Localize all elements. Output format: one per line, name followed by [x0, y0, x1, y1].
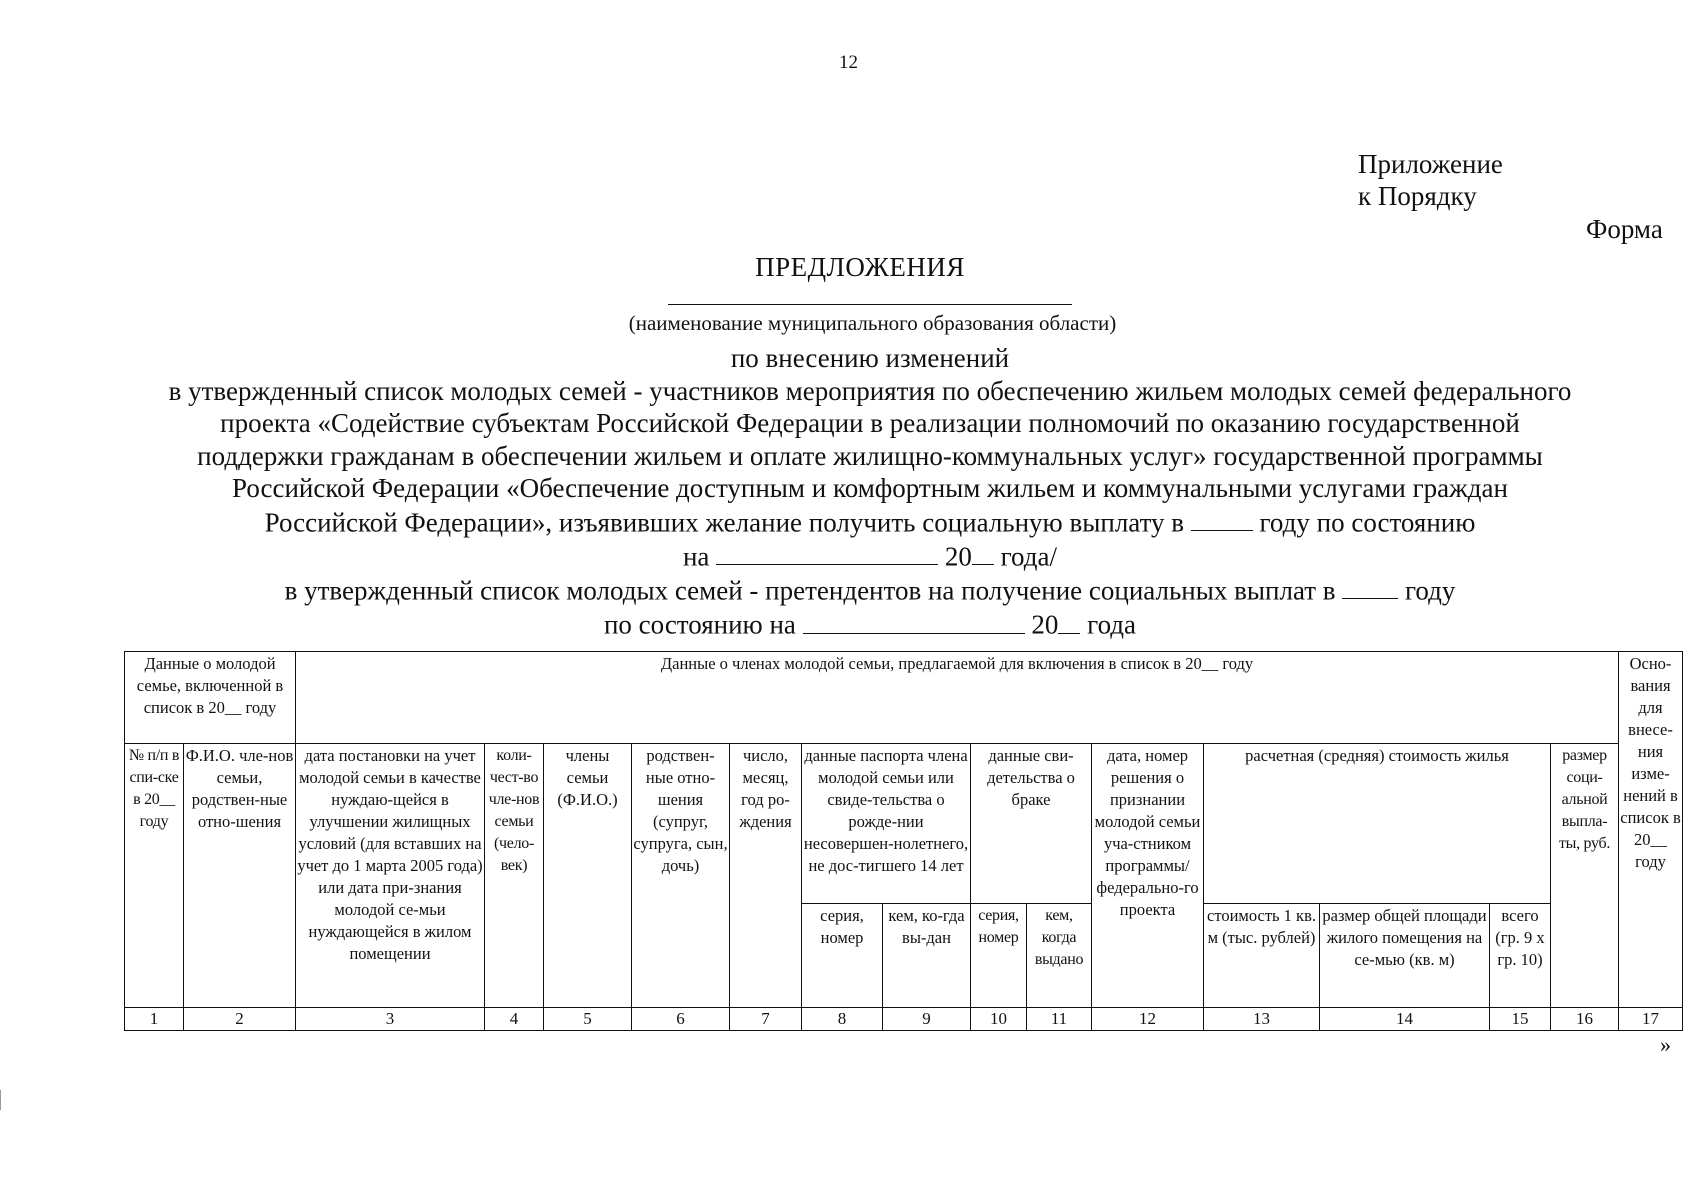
date-blank [716, 539, 938, 566]
header-decision: дата, номер решения о признании молодой семьи уча-стником программы/ федерально-го проекта [1092, 744, 1204, 1008]
document-title: ПРЕДЛОЖЕНИЯ [755, 252, 965, 282]
body-line-4: поддержки гражданам в обеспечении жильем и оплате жилищно-коммунальных услуг» государственной программы [197, 440, 1543, 471]
municipality-hint: (наименование муниципального образования области) [628, 311, 1117, 335]
header-birth-date: число, месяц, год ро-ждения [730, 744, 802, 1008]
header-relations: родствен-ные отно-шения (супруг, супруга, сын, дочь) [632, 744, 730, 1008]
body-line-7-end: года/ [1000, 541, 1058, 572]
date-blank-2 [803, 607, 1025, 634]
header-cost-per-sqm: стоимость 1 кв. м (тыс. рублей) [1204, 904, 1320, 1008]
body-line-8 [90, 573, 1650, 607]
year-blank [1191, 505, 1253, 532]
header-member-count: коли-чест-во чле-нов семьи (чело-век) [485, 744, 544, 1008]
municipality-blank-line [668, 304, 1072, 305]
header-passport-issued: кем, ко-гда вы-дан [883, 904, 971, 1008]
header-members: члены семьи (Ф.И.О.) [544, 744, 632, 1008]
column-number: 13 [1204, 1008, 1320, 1031]
document-body [90, 342, 1650, 641]
column-number: 5 [544, 1008, 632, 1031]
header-registration-date: дата постановки на учет молодой семьи в качестве нуждаю-щейся в улучшении жилищных условий (для вставших на учет до 1 марта 2005 года) или дата при-знания молодой се-мьи нуждающейся в жилом помещении [296, 744, 485, 1008]
page-number: 12 [839, 52, 858, 73]
column-number: 10 [971, 1008, 1027, 1031]
header-list-number: № п/п в спи-ске в 20__ году [125, 744, 184, 1008]
appendix-line-1: Приложение [1358, 149, 1503, 179]
header-basis: Осно-вания для внесе-ния изме-нений в список в 20__ году [1619, 652, 1683, 1008]
column-number: 3 [296, 1008, 485, 1031]
header-payment: размер соци-альной выпла-ты, руб. [1551, 744, 1619, 1008]
body-line-6-start: Российской Федерации», изъявивших желание получить социальную выплату в [264, 507, 1185, 538]
column-number: 8 [802, 1008, 883, 1031]
body-line-9-end: года [1087, 609, 1137, 640]
header-marriage: данные сви-детельства о браке [971, 744, 1092, 904]
header-passport: данные паспорта члена молодой семьи или свиде-тельства о рожде-нии несовершен-нолетнего, не дос-тигшего 14 лет [802, 744, 971, 904]
scan-margin-mark [0, 1090, 7, 1110]
body-line-7-year: 20 [944, 541, 972, 572]
appendix-note [1358, 148, 1503, 212]
body-line-7 [90, 539, 1650, 573]
body-line-7-start: на [682, 541, 710, 572]
header-fio: Ф.И.О. чле-нов семьи, родствен-ные отно-шения [184, 744, 296, 1008]
header-marriage-issued: кем, когда выдано [1027, 904, 1092, 1008]
column-number: 4 [485, 1008, 544, 1031]
column-number: 15 [1490, 1008, 1551, 1031]
column-number: 12 [1092, 1008, 1204, 1031]
year-digits-blank [972, 539, 994, 566]
body-line-1: по внесению изменений [730, 343, 1010, 373]
body-line-6 [90, 505, 1650, 539]
column-number: 11 [1027, 1008, 1092, 1031]
column-number: 1 [125, 1008, 184, 1031]
header-housing-cost: расчетная (средняя) стоимость жилья [1204, 744, 1551, 904]
header-family-group: Данные о молодой семье, включенной в список в 20__ году [125, 652, 296, 744]
year-digits-blank-2 [1058, 607, 1080, 634]
body-line-8-start: в утвержденный список молодых семей - претендентов на получение социальных выплат в [284, 575, 1336, 606]
body-line-5: Российской Федерации «Обеспечение доступным и комфортным жильем и коммунальными услугами граждан [232, 473, 1508, 503]
column-number: 16 [1551, 1008, 1619, 1031]
proposals-table [124, 651, 1682, 1043]
body-line-3: проекта «Содействие субъектам Российской Федерации в реализации полномочий по оказанию государственной [220, 408, 1520, 438]
header-members-group: Данные о членах молодой семьи, предлагаемой для включения в список в 20__ году [296, 652, 1619, 744]
body-line-6-end: году по состоянию [1259, 507, 1476, 538]
appendix-line-2: к Порядку [1358, 181, 1477, 211]
year-blank-2 [1342, 573, 1398, 600]
body-line-8-end: году [1405, 575, 1456, 606]
column-number: 9 [883, 1008, 971, 1031]
body-line-9-start: по состоянию на [603, 609, 796, 640]
closing-quote: » [1660, 1032, 1671, 1057]
header-cost-area: размер общей площади жилого помещения на се-мью (кв. м) [1320, 904, 1490, 1008]
header-cost-total: всего (гр. 9 х гр. 10) [1490, 904, 1551, 1008]
column-number: 6 [632, 1008, 730, 1031]
body-line-9-year: 20 [1031, 609, 1059, 640]
header-marriage-series: серия, номер [971, 904, 1027, 1008]
column-number: 7 [730, 1008, 802, 1031]
form-label: Форма [1586, 214, 1663, 244]
column-number: 2 [184, 1008, 296, 1031]
column-number: 14 [1320, 1008, 1490, 1031]
column-number: 17 [1619, 1008, 1683, 1031]
body-line-2: в утвержденный список молодых семей - участников мероприятия по обеспечению жильем молодых семей федерального [168, 375, 1572, 406]
header-passport-series: серия, номер [802, 904, 883, 1008]
body-line-9 [90, 607, 1650, 641]
